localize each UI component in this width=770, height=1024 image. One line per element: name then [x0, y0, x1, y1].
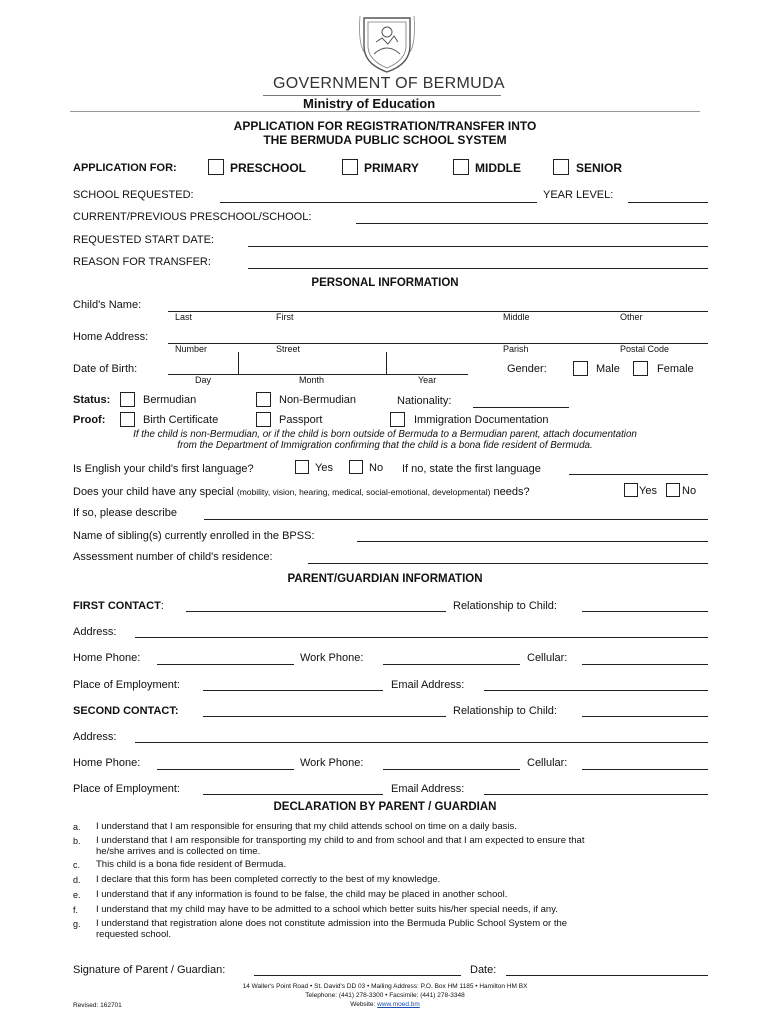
- first-language-label: If no, state the first language: [402, 463, 541, 475]
- address-postal-caption: Postal Code: [620, 344, 670, 354]
- special-needs-text-a: Does your child have any special: [73, 486, 234, 498]
- first-work-phone-label: Work Phone:: [300, 652, 364, 664]
- second-employment-field[interactable]: [203, 794, 383, 795]
- second-contact-field[interactable]: [203, 716, 446, 717]
- decl-text-f: I understand that my child may have to be admitted to a school which better suits his/her special needs, if any.: [96, 904, 558, 915]
- immigration-checkbox[interactable]: [390, 412, 405, 427]
- english-yes-checkbox[interactable]: [295, 460, 309, 474]
- first-contact-text: FIRST CONTACT: [73, 600, 161, 612]
- second-home-phone-field[interactable]: [157, 769, 294, 770]
- second-address-label: Address:: [73, 731, 117, 743]
- form-title-line1: APPLICATION FOR REGISTRATION/TRANSFER INTO: [233, 119, 537, 133]
- decl-letter-b: b.: [73, 836, 81, 846]
- immigration-note-line2: from the Department of Immigration confirming that the child is a bona fide resident of Bermuda.: [177, 440, 593, 451]
- second-work-phone-field[interactable]: [383, 769, 520, 770]
- address-number-caption: Number: [175, 344, 208, 354]
- special-yes-checkbox[interactable]: [624, 483, 638, 497]
- revised-note: Revised: 162701: [73, 1002, 122, 1009]
- school-requested-label: SCHOOL REQUESTED:: [73, 189, 194, 201]
- first-address-label: Address:: [73, 626, 117, 638]
- decl-text-g: I understand that registration alone does not constitute admission into the Bermuda Public School System or the: [96, 918, 568, 929]
- immigration-note-line1: If the child is non-Bermudian, or if the child is born outside of Bermuda to a Bermudian parent, attach documentation: [133, 429, 637, 440]
- english-no-checkbox[interactable]: [349, 460, 363, 474]
- declaration-heading: DECLARATION BY PARENT / GUARDIAN: [273, 801, 497, 813]
- birth-cert-checkbox[interactable]: [120, 412, 135, 427]
- signature-label: Signature of Parent / Guardian:: [73, 964, 226, 976]
- dob-day-caption: Day: [195, 375, 212, 385]
- second-cellular-field[interactable]: [582, 769, 708, 770]
- second-relationship-field[interactable]: [582, 716, 708, 717]
- decl-text-e: I understand that if any information is found to be false, the child may be placed in another school.: [96, 889, 508, 900]
- passport-checkbox[interactable]: [256, 412, 271, 427]
- first-work-phone-field[interactable]: [383, 664, 520, 665]
- assessment-field[interactable]: [308, 563, 708, 564]
- decl-text-b2: he/she arrives and is collected on time.: [96, 846, 261, 857]
- start-date-label: REQUESTED START DATE:: [73, 234, 214, 246]
- current-school-field[interactable]: [356, 223, 708, 224]
- second-email-field[interactable]: [484, 794, 708, 795]
- proof-label: Proof:: [73, 414, 106, 426]
- date-label: Date:: [470, 964, 497, 976]
- dob-divider-2: [386, 352, 387, 374]
- female-checkbox[interactable]: [633, 361, 648, 376]
- decl-letter-a: a.: [73, 822, 81, 832]
- bermudian-checkbox[interactable]: [120, 392, 135, 407]
- first-cellular-field[interactable]: [582, 664, 708, 665]
- special-needs-text-c: needs?: [493, 486, 530, 498]
- decl-letter-f: f.: [73, 905, 79, 915]
- ministry-title: Ministry of Education: [303, 96, 436, 111]
- senior-label: SENIOR: [576, 161, 623, 175]
- passport-label: Passport: [279, 414, 323, 426]
- non-bermudian-checkbox[interactable]: [256, 392, 271, 407]
- header-rule-long: [70, 111, 700, 112]
- english-no-label: No: [369, 462, 384, 474]
- nationality-field[interactable]: [473, 407, 569, 408]
- male-label: Male: [596, 363, 620, 375]
- female-label: Female: [657, 363, 694, 375]
- first-contact-label: FIRST CONTACT:: [73, 600, 164, 612]
- immigration-label: Immigration Documentation: [414, 414, 549, 426]
- birth-cert-label: Birth Certificate: [143, 414, 219, 426]
- parent-info-heading: PARENT/GUARDIAN INFORMATION: [287, 573, 483, 585]
- first-cellular-label: Cellular:: [527, 652, 568, 664]
- primary-label: PRIMARY: [364, 161, 419, 175]
- dob-divider-1: [238, 352, 239, 374]
- middle-checkbox[interactable]: [453, 159, 469, 175]
- second-employment-label: Place of Employment:: [73, 783, 180, 795]
- first-relationship-field[interactable]: [582, 611, 708, 612]
- gender-label: Gender:: [507, 363, 547, 375]
- application-for-label: APPLICATION FOR:: [73, 162, 177, 174]
- male-checkbox[interactable]: [573, 361, 588, 376]
- first-employment-field[interactable]: [203, 690, 383, 691]
- year-level-field[interactable]: [628, 202, 708, 203]
- address-parish-caption: Parish: [503, 344, 529, 354]
- bermuda-crest-icon: [358, 12, 416, 74]
- decl-text-g2: requested school.: [96, 929, 171, 940]
- year-level-label: YEAR LEVEL:: [543, 189, 614, 201]
- senior-checkbox[interactable]: [553, 159, 569, 175]
- decl-text-a: I understand that I am responsible for ensuring that my child attends school on time on a daily basis.: [96, 821, 517, 832]
- name-other-caption: Other: [620, 312, 643, 322]
- second-relationship-label: Relationship to Child:: [453, 705, 557, 717]
- personal-info-heading: PERSONAL INFORMATION: [311, 277, 459, 289]
- dob-year-caption: Year: [418, 375, 437, 385]
- preschool-checkbox[interactable]: [208, 159, 224, 175]
- english-yes-label: Yes: [315, 462, 333, 474]
- reason-label: REASON FOR TRANSFER:: [73, 256, 211, 268]
- siblings-field[interactable]: [357, 541, 708, 542]
- dob-label: Date of Birth:: [73, 363, 138, 375]
- assessment-label: Assessment number of child's residence:: [73, 551, 273, 563]
- form-title-line2: THE BERMUDA PUBLIC SCHOOL SYSTEM: [263, 133, 507, 147]
- describe-field[interactable]: [204, 519, 708, 520]
- siblings-label: Name of sibling(s) currently enrolled in the BPSS:: [73, 530, 315, 542]
- signature-field[interactable]: [254, 975, 461, 976]
- first-relationship-label: Relationship to Child:: [453, 600, 557, 612]
- decl-text-b: I understand that I am responsible for transporting my child to and from school and that I am expected to ensure that: [96, 835, 585, 846]
- english-question: Is English your child's first language?: [73, 463, 254, 475]
- second-work-phone-label: Work Phone:: [300, 757, 364, 769]
- first-employment-label: Place of Employment:: [73, 679, 180, 691]
- preschool-label: PRESCHOOL: [230, 161, 307, 175]
- dob-month-caption: Month: [299, 375, 325, 385]
- first-email-field[interactable]: [484, 690, 708, 691]
- government-title: GOVERNMENT OF BERMUDA: [273, 75, 505, 92]
- second-address-field[interactable]: [135, 742, 708, 743]
- special-no-label: No: [682, 485, 697, 497]
- home-address-label: Home Address:: [73, 331, 149, 343]
- second-contact-label: SECOND CONTACT:: [73, 705, 179, 717]
- decl-text-c: This child is a bona fide resident of Bermuda.: [96, 859, 287, 870]
- middle-label: MIDDLE: [475, 161, 521, 175]
- decl-text-d: I declare that this form has been completed correctly to the best of my knowledge.: [96, 874, 441, 885]
- first-language-field[interactable]: [569, 474, 708, 475]
- first-contact-field[interactable]: [186, 611, 446, 612]
- describe-label: If so, please describe: [73, 507, 177, 519]
- bermudian-label: Bermudian: [143, 394, 197, 406]
- name-first-caption: First: [276, 312, 294, 322]
- school-requested-field[interactable]: [220, 202, 537, 203]
- footer-address: 14 Waller's Point Road • St. David's DD 03 • Mailing Address: P.O. Box HM 1185 • Hamilton HM BX: [242, 983, 528, 990]
- address-street-caption: Street: [276, 344, 301, 354]
- special-no-checkbox[interactable]: [666, 483, 680, 497]
- start-date-field[interactable]: [248, 246, 708, 247]
- second-email-label: Email Address:: [391, 783, 465, 795]
- special-yes-label: Yes: [639, 485, 657, 497]
- date-field[interactable]: [506, 975, 708, 976]
- footer-website-label: Website:: [350, 1001, 376, 1008]
- second-cellular-label: Cellular:: [527, 757, 568, 769]
- first-home-phone-field[interactable]: [157, 664, 294, 665]
- second-home-phone-label: Home Phone:: [73, 757, 141, 769]
- first-email-label: Email Address:: [391, 679, 465, 691]
- first-home-phone-label: Home Phone:: [73, 652, 141, 664]
- decl-letter-e: e.: [73, 890, 81, 900]
- decl-letter-c: c.: [73, 860, 81, 870]
- nationality-label: Nationality:: [397, 395, 452, 407]
- special-needs-question: [73, 486, 530, 498]
- footer-website-link[interactable]: www.moed.bm: [377, 1001, 420, 1008]
- non-bermudian-label: Non-Bermudian: [279, 394, 357, 406]
- name-last-caption: Last: [175, 312, 193, 322]
- current-school-label: CURRENT/PREVIOUS PRESCHOOL/SCHOOL:: [73, 211, 312, 223]
- footer-phone: Telephone: (441) 278-3300 • Facsimile: (441) 278-3348: [305, 992, 465, 999]
- primary-checkbox[interactable]: [342, 159, 358, 175]
- reason-field[interactable]: [248, 268, 708, 269]
- decl-letter-g: g.: [73, 919, 81, 929]
- status-label: Status:: [73, 394, 111, 406]
- special-needs-text-b: (mobility, vision, hearing, medical, social-emotional, developmental): [236, 487, 491, 497]
- child-name-label: Child's Name:: [73, 299, 142, 311]
- name-middle-caption: Middle: [503, 312, 530, 322]
- decl-letter-d: d.: [73, 875, 81, 885]
- first-address-field[interactable]: [135, 637, 708, 638]
